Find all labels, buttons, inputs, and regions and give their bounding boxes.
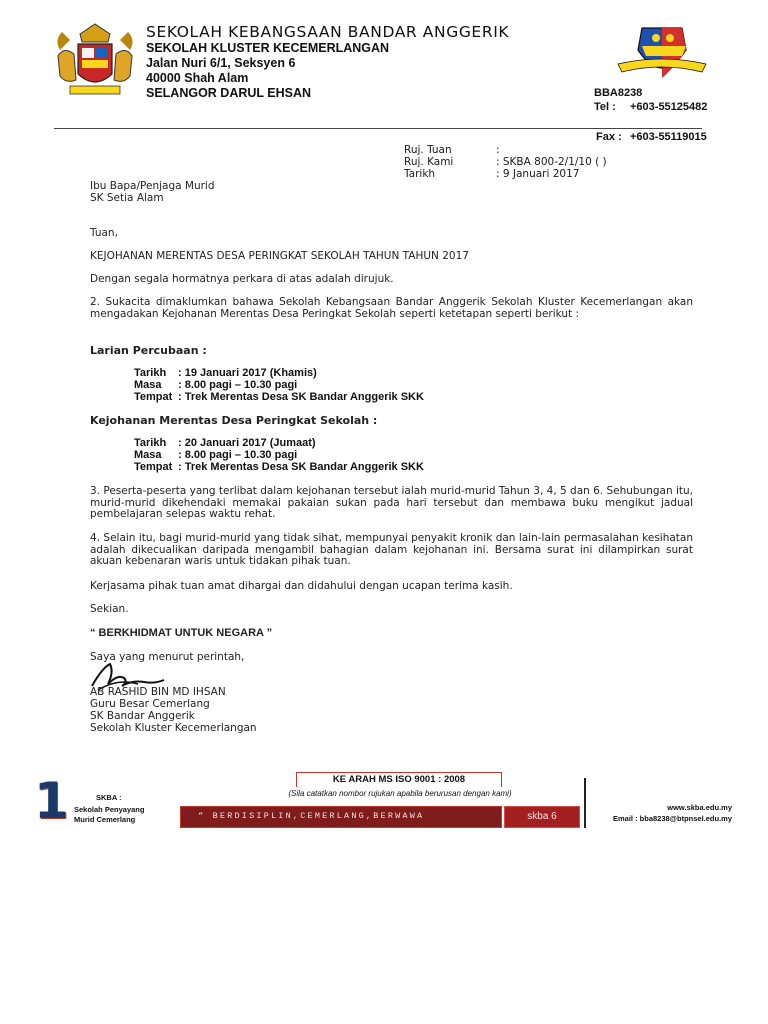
event-1-heading: Larian Percubaan : [90,344,207,357]
event-1-venue-label: Tempat [134,391,173,403]
fax-number: +603-55119015 [630,131,707,143]
skba-box: skba 6 [504,806,580,828]
footer-email: Email : bba8238@btpnsel.edu.my [612,814,732,823]
event-2-date: : 20 Januari 2017 (Jumaat) [178,437,316,449]
header-divider [54,128,702,129]
footer-divider [584,778,586,828]
ref-yours-label: Ruj. Tuan [404,144,452,156]
salutation: Tuan, [90,227,118,239]
school-badge-logo [616,24,708,86]
address-line-2: 40000 Shah Alam [146,71,249,85]
iso-note: (Sila catatkan nombor rujukan apabila berurusan dengan kami) [288,789,512,798]
paragraph-4: 4. Selain itu, bagi murid-murid yang tidak sihat, mempunyai penyakit kronik dan lain-lain permasalahan kesihatan adalah dikecualikan daripada mengambil bahagian dalam kejohanan ini. Bersama surat ini dilampirkan surat akuan kebenaran waris untuk tidakan pihak tuan. [90,532,693,567]
event-2-date-label: Tarikh [134,437,167,449]
event-2-time: : 8.00 pagi – 10.30 pagi [178,449,298,461]
reference-block [404,144,704,180]
footer-skba-label: SKBA : [96,793,122,802]
school-cluster: SEKOLAH KLUSTER KECEMERLANGAN [146,41,390,55]
phone-label: Tel : [594,101,616,113]
ref-ours-value: : SKBA 800-2/1/10 ( ) [496,156,607,168]
school-name: SEKOLAH KEBANGSAAN BANDAR ANGGERIK [146,23,510,41]
address-line-1: Jalan Nuri 6/1, Seksyen 6 [146,56,296,70]
thanks-line: Kerjasama pihak tuan amat dihargai dan didahului dengan ucapan terima kasih. [90,580,513,592]
date-row [404,168,704,180]
event-1-time-label: Masa [134,379,162,391]
motto-bar-text: “ BERDISIPLIN,CEMERLANG,BERWAWA [198,811,425,821]
ref-ours-row [404,156,704,168]
ref-yours-value: : [496,144,500,156]
ref-ours-label: Ruj. Kami [404,156,454,168]
ref-yours-row [404,144,704,156]
iso-label: KE ARAH MS ISO 9001 : 2008 [296,772,502,787]
event-2-venue: : Trek Merentas Desa SK Bandar Anggerik SKK [178,461,424,473]
letter-subject: KEJOHANAN MERENTAS DESA PERINGKAT SEKOLAH TAHUN TAHUN 2017 [90,250,469,262]
event-1-time: : 8.00 pagi – 10.30 pagi [178,379,298,391]
sign-off-line: Saya yang menurut perintah, [90,651,245,663]
motto-line: “ BERKHIDMAT UNTUK NEGARA ” [90,627,273,639]
signatory-title: Guru Besar Cemerlang [90,698,210,710]
date-label: Tarikh [404,168,436,180]
event-1-details [134,367,424,403]
recipient-line-1: Ibu Bapa/Penjaga Murid [90,180,215,192]
event-2-venue-label: Tempat [134,461,173,473]
event-2-heading: Kejohanan Merentas Desa Peringkat Sekolah : [90,414,378,427]
school-code: BBA8238 [594,87,643,99]
fax-label: Fax : [596,131,622,143]
date-value: : 9 Januari 2017 [496,168,580,180]
event-1-date: : 19 Januari 2017 (Khamis) [178,367,317,379]
phone-number: +603-55125482 [630,101,708,113]
signatory-name: AB RASHID BIN MD IHSAN [90,686,226,698]
recipient-line-2: SK Setia Alam [90,192,164,204]
event-1-date-label: Tarikh [134,367,167,379]
paragraph-3: 3. Peserta-peserta yang terlibat dalam kejohanan tersebut ialah murid-murid Tahun 3, 4, 5 dan 6. Sehubungan itu, murid-murid dikehendaki memakai pakaian sukan pada hari tersebut dan membawa buku mengikut jadual pembelajaran selepas waktu rehat. [90,485,694,520]
one-digit-logo: 1 [34,772,69,830]
footer-slogan-2: Murid Cemerlang [74,815,136,824]
footer-slogan-1: Sekolah Penyayang [74,805,145,814]
signatory-school: SK Bandar Anggerik [90,710,195,722]
event-2-details [134,437,424,473]
intro-paragraph: Dengan segala hormatnya perkara di atas adalah dirujuk. [90,273,394,285]
closing-line: Sekian. [90,603,129,615]
paragraph-2: 2. Sukacita dimaklumkan bahawa Sekolah Kebangsaan Bandar Anggerik Sekolah Kluster Kecemerlangan akan mengadakan Kejohanan Merentas Desa Peringkat Sekolah seperti ketetapan seperti berikut : [90,296,693,320]
signatory-cluster: Sekolah Kluster Kecemerlangan [90,722,257,734]
event-2-time-label: Masa [134,449,162,461]
footer-website: www.skba.edu.my [667,803,732,812]
state-crest-logo [50,20,140,104]
address-line-3: SELANGOR DARUL EHSAN [146,86,312,100]
event-1-venue: : Trek Merentas Desa SK Bandar Anggerik SKK [178,391,424,403]
